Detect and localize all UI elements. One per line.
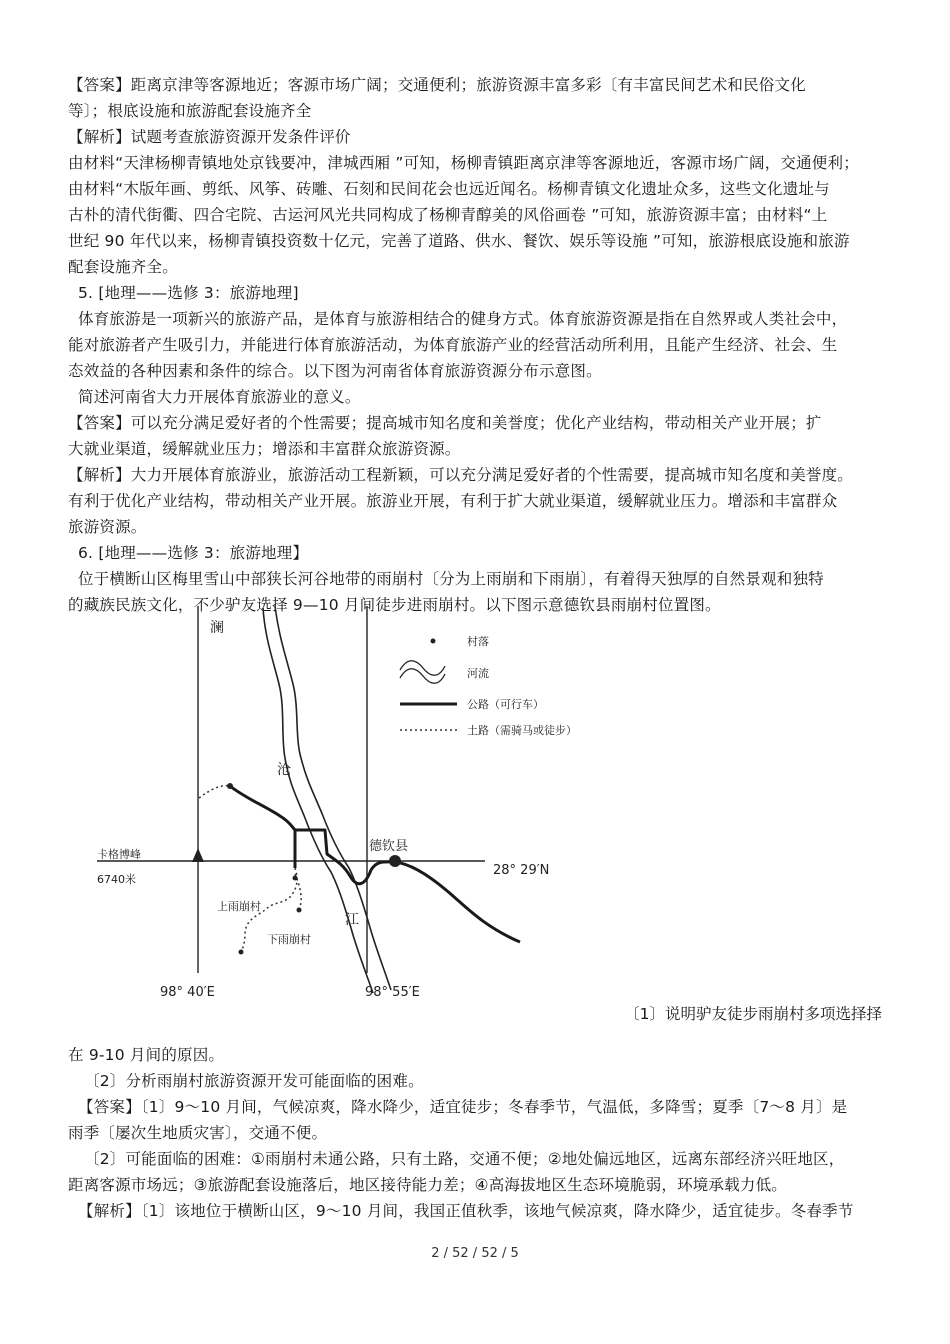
legend-river-icon [400, 669, 445, 684]
upper-village-label: 上雨崩村 [217, 900, 261, 913]
section-heading: 6. [地理——选修 3：旅游地理】 [78, 544, 309, 562]
text-line: 距离客源市场远；③旅游配套设施落后，地区接待能力差；④高海拔地区生态环境脆弱，环境承载力低。 [68, 1176, 787, 1194]
river-label: 江 [345, 912, 359, 928]
text-line: 【解析】〔1〕该地位于横断山区，9～10 月间，我国正值秋季，该地气候凉爽，降水降少，适宜徒步。冬春季节 [78, 1202, 854, 1220]
legend-trail-label: 土路（需骑马或徒步） [467, 724, 577, 737]
trail-north [199, 786, 230, 798]
text-line: 由材料“天津杨柳青镇地处京钱要冲，津城西厢 ”可知，杨柳青镇距离京津等客源地近，客源市场广阔，交通便利； [68, 154, 859, 172]
text-line: 【答案】〔1〕9～10 月间，气候凉爽，降水降少，适宜徒步；冬春季节，气温低，多降雪；夏季〔7～8 月〕是 [78, 1098, 848, 1116]
text-line: 由材料“木版年画、剪纸、风筝、砖雕、石刻和民间花会也远近闻名。杨柳青镇文化遗址众多，这些文化遗址与 [68, 180, 830, 198]
longitude-label-left: 98° 40′E [160, 985, 215, 1000]
text-line: 【答案】距离京津等客源地近；客源市场广阔；交通便利；旅游资源丰富多彩〔有丰富民间艺术和民俗文化 [68, 76, 806, 94]
longitude-label-right: 98° 55′E [365, 985, 420, 1000]
section-heading: 5. [地理——选修 3：旅游地理] [78, 284, 299, 302]
text-line: 【解析】试题考查旅游资源开发条件评价 [68, 128, 351, 146]
text-line: 【解析】大力开展体育旅游业，旅游活动工程新颖，可以充分满足爱好者的个性需要，提高城市知名度和美誉度。 [68, 466, 854, 484]
text-line: 等〕；根底设施和旅游配套设施齐全 [68, 102, 312, 120]
village-dot [293, 876, 298, 881]
latitude-label: 28° 29′N [493, 863, 550, 878]
county-label: 德钦县 [369, 839, 409, 854]
legend-river-label: 河流 [467, 667, 489, 680]
text-line: 能对旅游者产生吸引力，并能进行体育旅游活动，为体育旅游产业的经营活动所利用，且能产生经济、社会、生 [68, 336, 838, 354]
peak-height-label: 6740米 [97, 873, 136, 886]
peak-icon [192, 848, 204, 862]
legend-river-icon [400, 661, 445, 676]
peak-name-label: 卡格博峰 [97, 848, 141, 861]
map-legend [400, 634, 577, 737]
river-label: 澜 [210, 620, 224, 636]
text-line: 体育旅游是一项新兴的旅游产品，是体育与旅游相结合的健身方式。体育旅游资源是指在自然界或人类社会中， [78, 310, 848, 328]
text-line: 位于横断山区梅里雪山中部狭长河谷地带的雨崩村〔分为上雨崩和下雨崩〕，有着得天独厚的自然景观和独特 [78, 570, 824, 588]
text-line: 【答案】可以充分满足爱好者的个性需要；提高城市知名度和美誉度；优化产业结构，带动相关产业开展；扩 [68, 414, 822, 432]
text-line: 的藏族民族文化，不少驴友选择 9—10 月间徒步进雨崩村。以下图示意德钦县雨崩村位置图。 [68, 596, 721, 614]
text-line: 古朴的清代街衢、四合宅院、古运河风光共同构成了杨柳青醇美的风俗画卷 ”可知，旅游资源丰富；由材料“上 [68, 206, 828, 224]
lower-village-label: 下雨崩村 [267, 933, 311, 946]
text-line: 大就业渠道，缓解就业压力；增添和丰富群众旅游资源。 [68, 440, 461, 458]
text-line: 〔2〕可能面临的困难：①雨崩村未通公路，只有土路，交通不便；②地处偏远地区，远离东部经济兴旺地区， [84, 1150, 845, 1168]
yubeng-location-map [95, 598, 595, 1003]
village-dot [227, 783, 233, 789]
question-part-2: 〔2〕分析雨崩村旅游资源开发可能面临的困难。 [84, 1072, 424, 1090]
text-line: 配套设施齐全。 [68, 258, 178, 276]
text-line: 有利于优化产业结构，带动相关产业开展。旅游业开展，有利于扩大就业渠道，缓解就业压力。增添和丰富群众 [68, 492, 838, 510]
river-label: 沧 [277, 762, 291, 778]
highway [230, 786, 520, 942]
text-line: 旅游资源。 [68, 518, 147, 536]
upper-yubeng-dot [297, 908, 302, 913]
question-part-1: 〔1〕说明驴友徒步雨崩村多项选择择 [624, 1005, 882, 1023]
legend-village-label: 村落 [467, 635, 489, 648]
question-text: 简述河南省大力开展体育旅游业的意义。 [78, 388, 361, 406]
text-line: 世纪 90 年代以来，杨柳青镇投资数十亿元，完善了道路、供水、餐饮、娱乐等设施 ”可知，旅游根底设施和旅游 [68, 232, 850, 250]
page-footer: 2 / 52 / 52 / 5 [431, 1246, 519, 1261]
legend-village-icon [431, 639, 436, 644]
legend-highway-label: 公路（可行车） [467, 698, 544, 711]
text-line: 雨季〔屡次生地质灾害〕，交通不便。 [68, 1124, 328, 1142]
lower-yubeng-dot [239, 950, 244, 955]
text-line: 态效益的各种因素和条件的综合。以下图为河南省体育旅游资源分布示意图。 [68, 362, 602, 380]
county-marker [389, 855, 401, 867]
text-line: 在 9-10 月间的原因。 [68, 1046, 225, 1064]
